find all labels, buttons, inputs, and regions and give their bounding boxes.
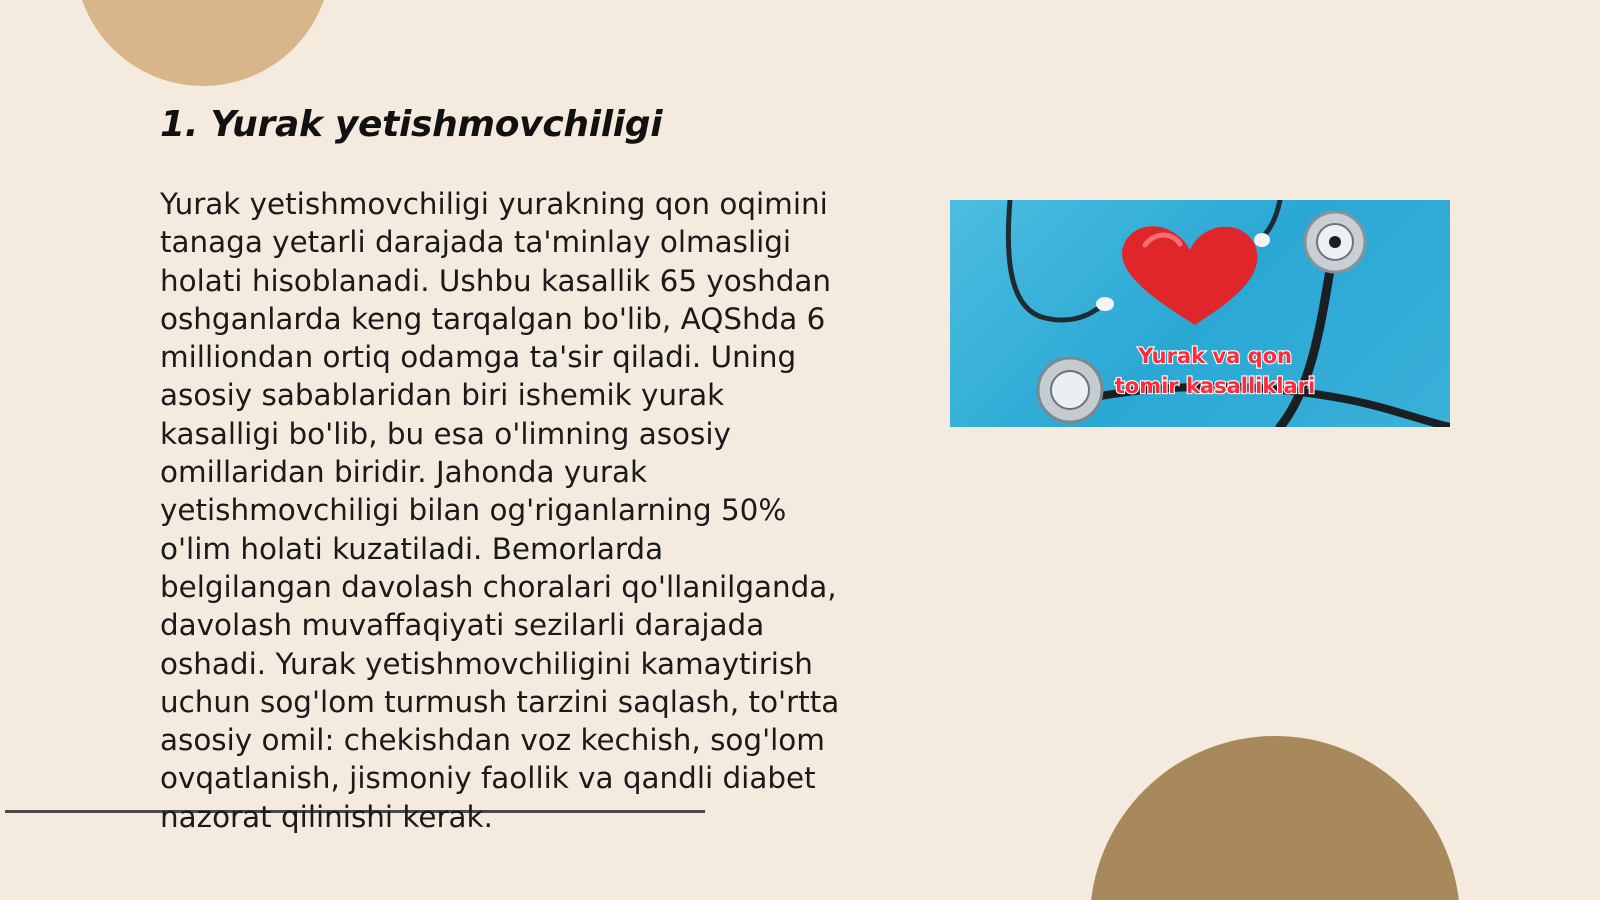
decorative-circle-top	[75, 0, 331, 86]
image-caption-line1: Yurak va qon	[1137, 344, 1293, 368]
heart-stethoscope-image	[950, 200, 1450, 427]
heart-stethoscope-illustration	[950, 200, 1450, 427]
slide-title: 1. Yurak yetishmovchiligi	[160, 104, 663, 145]
decorative-circle-bottom	[1090, 736, 1460, 900]
slide-body-text: Yurak yetishmovchiligi yurakning qon oqimini tanaga yetarli darajada ta'minlay olmasligi holati hisoblanadi. Ushbu kasallik 65 yoshdan oshganlarda keng tarqalgan bo'lib, AQShda 6 milliondan ortiq odamga ta'sir qiladi. Uning asosiy sabablaridan biri ishemik yurak kasalligi bo'lib, bu esa o'limning asosiy omillaridan biridir. Jahonda yurak yetishmovchiligi bilan og'riganlarning 50% o'lim holati kuzatiladi. Bemorlarda belgilangan davolash choralari qo'llanilganda, davolash muvaffaqiyati sezilarli darajada oshadi. Yurak yetishmovchiligini kamaytirish uchun sog'lom turmush tarzini saqlash, to'rtta asosiy omil: chekishdan voz kechish, sog'lom ovqatlanish, jismoniy faollik va qandli diabet nazorat qilinishi kerak.	[160, 187, 840, 834]
image-caption-line2: tomir kasalliklari	[1114, 374, 1316, 398]
